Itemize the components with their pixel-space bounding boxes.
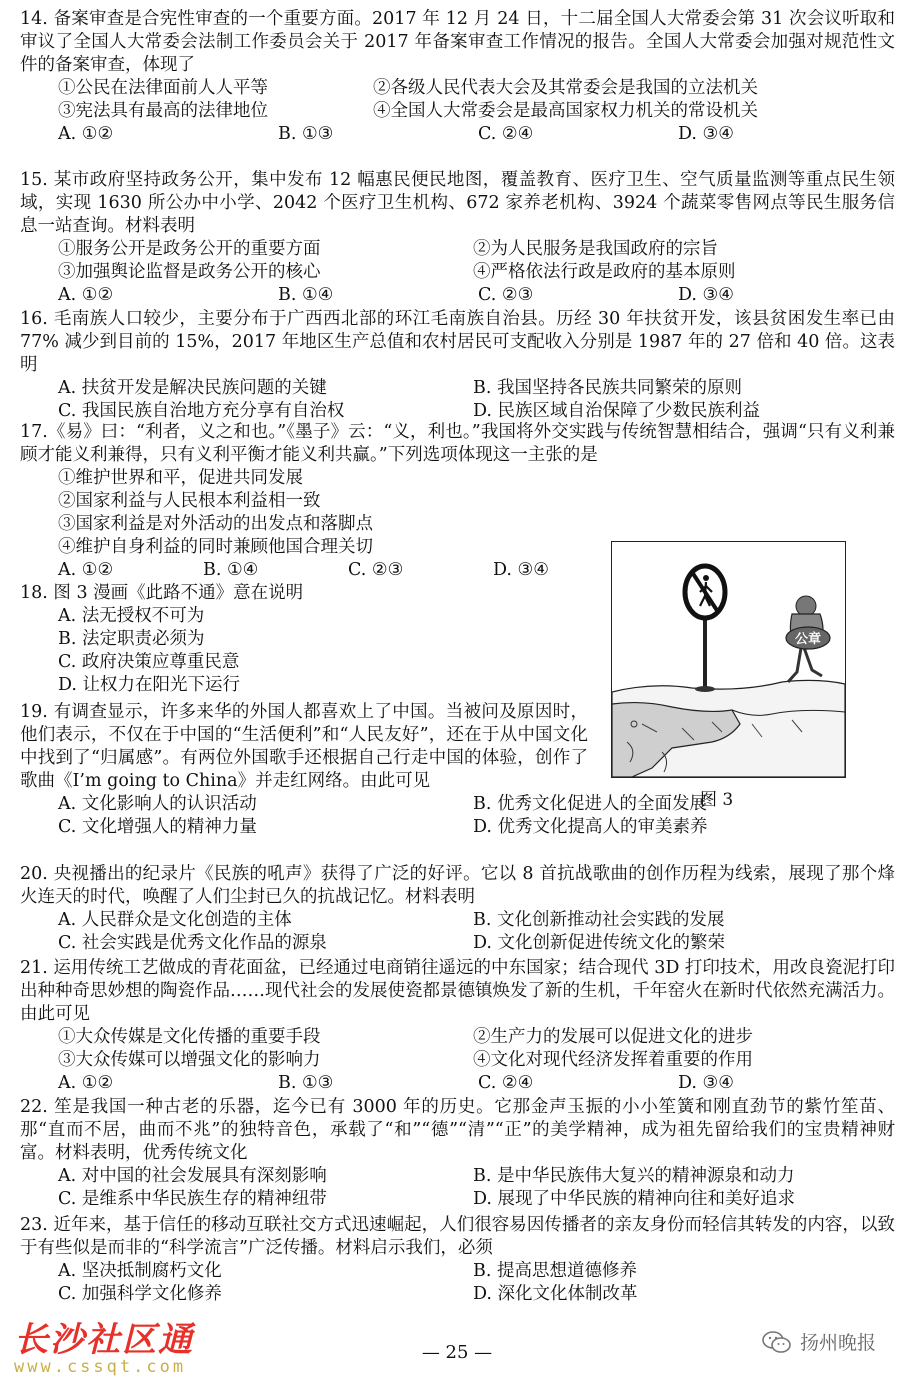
option-list xyxy=(20,793,895,839)
question-stem: 14. 备案审查是合宪性审查的一个重要方面。2017 年 12 月 24 日，十二届全国人大常委会第 31 次会议听取和审议了全国人大常委会法制工作委员会关于 2017 年备案审查工作情况的报告。全国人大常委会加强对规范性文件的备案审查，体现了 xyxy=(20,9,895,75)
option-c[interactable]: C. 是维系中华民族生存的精神纽带 xyxy=(58,1189,327,1209)
statement-item: ②为人民服务是我国政府的宗旨 xyxy=(473,239,718,259)
statement-item: ①维护世界和平，促进共同发展 xyxy=(58,468,303,488)
statement-item: ②国家利益与人民根本利益相一致 xyxy=(58,491,321,511)
brand-name: 扬州晚报 xyxy=(800,1332,877,1354)
option-c[interactable]: C. 文化增强人的精神力量 xyxy=(58,817,257,837)
option-b[interactable]: B. ①④ xyxy=(203,560,259,580)
question-14 xyxy=(20,8,895,146)
statement-item: ①服务公开是政务公开的重要方面 xyxy=(58,239,321,259)
option-c[interactable]: C. 加强科学文化修养 xyxy=(58,1284,222,1304)
option-b[interactable]: B. 是中华民族伟大复兴的精神源泉和动力 xyxy=(473,1166,795,1186)
option-list xyxy=(20,605,590,697)
statement-item: ④全国人大常委会是最高国家权力机关的常设机关 xyxy=(373,101,758,121)
option-b[interactable]: B. ①④ xyxy=(278,285,334,305)
option-c[interactable]: C. 我国民族自治地方充分享有自治权 xyxy=(58,401,345,421)
option-d[interactable]: D. ③④ xyxy=(678,1073,734,1093)
option-d[interactable]: D. ③④ xyxy=(678,124,734,144)
option-c[interactable]: C. ②③ xyxy=(348,560,404,580)
question-16 xyxy=(20,308,895,423)
publisher-brand xyxy=(762,1328,876,1355)
option-a[interactable]: A. ①② xyxy=(58,560,114,580)
question-stem: 19. 有调查显示，许多来华的外国人都喜欢上了中国。当被问及原因时，他们表示，不仅在于中国的“生活便利”和“人民友好”，还在于从中国文化中找到了“归属感”。有两位外国歌手还根据自己行走中国的体验，创作了歌曲《I’m going to China》并走红网络。由此可见 xyxy=(20,702,588,791)
question-22 xyxy=(20,1096,895,1211)
option-b[interactable]: B. ①③ xyxy=(278,1073,334,1093)
statement-item: ④严格依法行政是政府的基本原则 xyxy=(473,262,736,282)
option-d[interactable]: D. 深化文化体制改革 xyxy=(473,1284,638,1304)
statement-item: ③国家利益是对外活动的出发点和落脚点 xyxy=(58,514,373,534)
question-23 xyxy=(20,1214,895,1306)
option-b[interactable]: B. 法定职责必须为 xyxy=(58,629,205,649)
option-list xyxy=(20,1260,895,1306)
stamp-label: 公章 xyxy=(794,632,822,647)
question-stem: 18. 图 3 漫画《此路不通》意在说明 xyxy=(20,583,304,603)
option-d[interactable]: D. ③④ xyxy=(678,285,734,305)
option-a[interactable]: A. 法无授权不可为 xyxy=(58,606,205,626)
option-d[interactable]: D. 让权力在阳光下运行 xyxy=(58,675,241,695)
option-c[interactable]: C. ②④ xyxy=(478,124,534,144)
option-a[interactable]: A. ①② xyxy=(58,285,114,305)
option-list xyxy=(20,377,895,423)
statement-list xyxy=(20,77,895,123)
option-list xyxy=(20,1072,895,1095)
option-list xyxy=(20,1165,895,1211)
option-list xyxy=(20,909,895,955)
question-stem: 22. 笙是我国一种古老的乐器，迄今已有 3000 年的历史。它那金声玉振的小小笙簧和刚直劲节的紫竹笙苗、那“直而不居，曲而不兆”的独特音色，承载了“和”“德”“清”“正”的美学精神，成为祖先留给我们的宝贵精神财富。材料表明，优秀传统文化 xyxy=(20,1097,895,1163)
option-a[interactable]: A. 文化影响人的认识活动 xyxy=(58,794,257,814)
option-list xyxy=(20,284,895,307)
option-a[interactable]: A. 坚决抵制腐朽文化 xyxy=(58,1261,222,1281)
option-b[interactable]: B. 文化创新推动社会实践的发展 xyxy=(473,910,725,930)
question-stem: 16. 毛南族人口较少，主要分布于广西西北部的环江毛南族自治县。历经 30 年扶贫开发，该县贫困发生率已由 77% 减少到目前的 15%，2017 年地区生产总值和农村居民可支配收入分别是 1987 年的 27 倍和 40 倍。这表明 xyxy=(20,309,895,375)
option-a[interactable]: A. 扶贫开发是解决民族问题的关键 xyxy=(58,378,327,398)
watermark-title: 长沙社区通 xyxy=(14,1320,194,1360)
question-stem: 15. 某市政府坚持政务公开，集中发布 12 幅惠民便民地图，覆盖教育、医疗卫生、空气质量监测等重点民生领域，实现 1630 所公办中小学、2042 个医疗卫生机构、672 家养老机构、3924 个蔬菜零售网点等民生服务信息一站查询。材料表明 xyxy=(20,170,895,236)
option-list xyxy=(20,123,895,146)
question-21 xyxy=(20,957,895,1095)
question-15 xyxy=(20,169,895,307)
option-c[interactable]: C. 社会实践是优秀文化作品的源泉 xyxy=(58,933,327,953)
option-b[interactable]: B. 提高思想道德修养 xyxy=(473,1261,637,1281)
option-b[interactable]: B. ①③ xyxy=(278,124,334,144)
option-d[interactable]: D. 文化创新促进传统文化的繁荣 xyxy=(473,933,726,953)
statement-item: ①公民在法律面前人人平等 xyxy=(58,78,268,98)
statement-list xyxy=(20,1026,895,1072)
option-d[interactable]: D. 民族区域自治保障了少数民族利益 xyxy=(473,401,761,421)
option-a[interactable]: A. 对中国的社会发展具有深刻影响 xyxy=(58,1166,327,1186)
option-c[interactable]: C. ②③ xyxy=(478,285,534,305)
option-d[interactable]: D. 展现了中华民族的精神向往和美好追求 xyxy=(473,1189,796,1209)
option-c[interactable]: C. ②④ xyxy=(478,1073,534,1093)
statement-item: ③大众传媒可以增强文化的影响力 xyxy=(58,1050,321,1070)
question-stem: 21. 运用传统工艺做成的青花面盆，已经通过电商销往遥远的中东国家；结合现代 3D 打印技术，用改良瓷泥打印出种种奇思妙想的陶瓷作品……现代社会的发展使瓷都景德镇焕发了新的生机，千年窑火在新时代依然充满活力。由此可见 xyxy=(20,958,895,1024)
statement-item: ④维护自身利益的同时兼顾他国合理关切 xyxy=(58,537,373,557)
option-a[interactable]: A. ①② xyxy=(58,124,114,144)
question-stem: 17.《易》曰：“利者，义之和也。”《墨子》云：“义，利也。”我国将外交实践与传统智慧相结合，强调“只有义利兼顾才能义利兼得，只有义利平衡才能义利共赢。”下列选项体现这一主张的是 xyxy=(20,422,895,465)
question-18 xyxy=(20,582,590,697)
question-stem: 23. 近年来，基于信任的移动互联社交方式迅速崛起，人们很容易因传播者的亲友身份而轻信其转发的内容，以致于有些似是而非的“科学流言”广泛传播。材料启示我们，必须 xyxy=(20,1215,895,1258)
statement-item: ①大众传媒是文化传播的重要手段 xyxy=(58,1027,321,1047)
option-c[interactable]: C. 政府决策应尊重民意 xyxy=(58,652,240,672)
question-19 xyxy=(20,701,895,839)
statement-item: ②生产力的发展可以促进文化的进步 xyxy=(473,1027,753,1047)
question-stem: 20. 央视播出的纪录片《民族的吼声》获得了广泛的好评。它以 8 首抗战歌曲的创作历程为线索，展现了那个烽火连天的时代，唤醒了人们尘封已久的抗战记忆。材料表明 xyxy=(20,864,895,907)
option-b[interactable]: B. 优秀文化促进人的全面发展 xyxy=(473,794,707,814)
question-20 xyxy=(20,863,895,955)
option-d[interactable]: D. 优秀文化提高人的审美素养 xyxy=(473,817,708,837)
statement-item: ④文化对现代经济发挥着重要的作用 xyxy=(473,1050,753,1070)
option-a[interactable]: A. 人民群众是文化创造的主体 xyxy=(58,910,292,930)
wechat-icon xyxy=(762,1330,792,1354)
statement-item: ③宪法具有最高的法律地位 xyxy=(58,101,268,121)
watermark-url: www.cssqt.com xyxy=(14,1357,187,1377)
option-a[interactable]: A. ①② xyxy=(58,1073,114,1093)
figure-caption: 图 3 xyxy=(700,790,734,810)
statement-item: ②各级人民代表大会及其常委会是我国的立法机关 xyxy=(373,78,758,98)
statement-list xyxy=(20,238,895,284)
option-b[interactable]: B. 我国坚持各民族共同繁荣的原则 xyxy=(473,378,742,398)
page-number: — 25 — xyxy=(421,1342,493,1363)
statement-item: ③加强舆论监督是政务公开的核心 xyxy=(58,262,321,282)
option-d[interactable]: D. ③④ xyxy=(493,560,549,580)
